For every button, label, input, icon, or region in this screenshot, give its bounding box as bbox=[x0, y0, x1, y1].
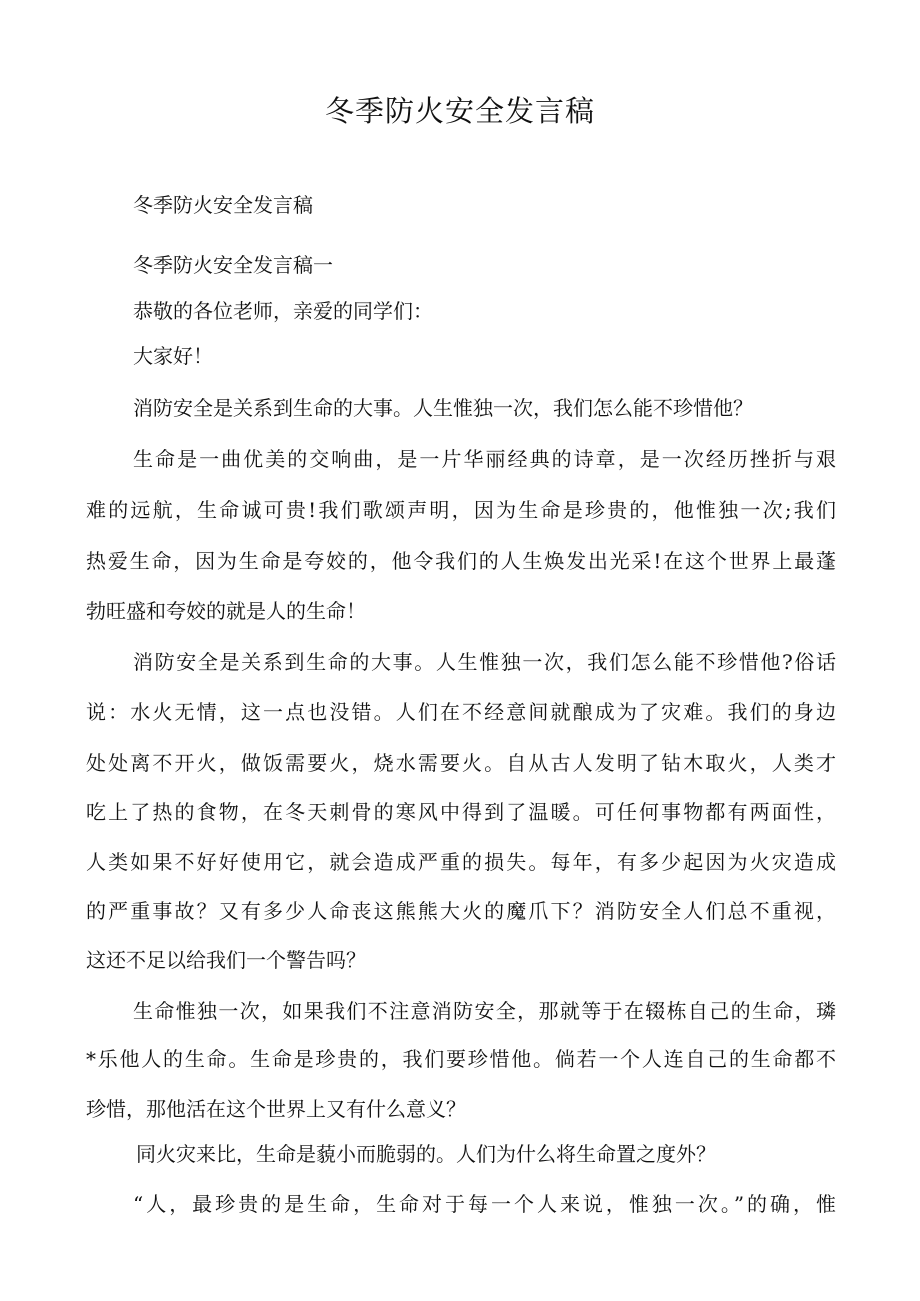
salutation-line: 恭敬的各位老师，亲爱的同学们： bbox=[133, 299, 433, 323]
paragraph-line: 生命惟独一次，如果我们不注意消防安全，那就等于在辍栋自己的生命，璘 bbox=[133, 999, 836, 1023]
paragraph-line: *乐他人的生命。生命是珍贵的，我们要珍惜他。倘若一个人连自己的生命都不 bbox=[86, 1047, 836, 1071]
paragraph-line: 勃旺盛和夸姣的就是人的生命！ bbox=[86, 599, 366, 623]
paragraph-line: 人类如果不好好使用它，就会造成严重的损失。每年，有多少起因为火灾造成 bbox=[86, 850, 836, 874]
paragraph-line: 的严重事故？又有多少人命丧这熊熊大火的魔爪下？消防安全人们总不重视， bbox=[86, 899, 836, 923]
paragraph-line: 消防安全是关系到生命的大事。人生惟独一次，我们怎么能不珍惜他？ bbox=[133, 396, 753, 420]
paragraph-line: 难的远航，生命诚可贵!我们歌颂声明，因为生命是珍贵的，他惟独一次;我们 bbox=[86, 498, 836, 522]
paragraph-line: “人，最珍贵的是生命，生命对于每一个人来说，惟独一次。”的确，惟 bbox=[133, 1192, 836, 1216]
paragraph-line: 生命是一曲优美的交响曲，是一片华丽经典的诗章，是一次经历挫折与艰 bbox=[133, 447, 836, 471]
greeting-line: 大家好！ bbox=[133, 344, 213, 368]
paragraph-line: 吃上了热的食物，在冬天刺骨的寒风中得到了温暖。可任何事物都有两面性， bbox=[86, 800, 836, 824]
section-heading: 冬季防火安全发言稿一 bbox=[133, 253, 333, 277]
subtitle-line: 冬季防火安全发言稿 bbox=[133, 193, 313, 217]
document-title: 冬季防火安全发言稿 bbox=[324, 94, 595, 128]
paragraph-line: 珍惜，那他活在这个世界上又有什么意义？ bbox=[86, 1097, 466, 1121]
paragraph-line: 处处离不开火，做饭需要火，烧水需要火。自从古人发明了钻木取火，人类才 bbox=[86, 751, 836, 775]
paragraph-line: 消防安全是关系到生命的大事。人生惟独一次，我们怎么能不珍惜他?俗话 bbox=[133, 650, 836, 674]
paragraph-line: 这还不足以给我们一个警告吗？ bbox=[86, 948, 366, 972]
paragraph-line: 热爱生命，因为生命是夸姣的，他令我们的人生焕发出光采!在这个世界上最蓬 bbox=[86, 549, 836, 573]
paragraph-line: 同火灾来比，生命是藐小而脆弱的。人们为什么将生命置之度外？ bbox=[136, 1142, 716, 1166]
paragraph-line: 说：水火无情，这一点也没错。人们在不经意间就酿成为了灾难。我们的身边 bbox=[86, 700, 836, 724]
